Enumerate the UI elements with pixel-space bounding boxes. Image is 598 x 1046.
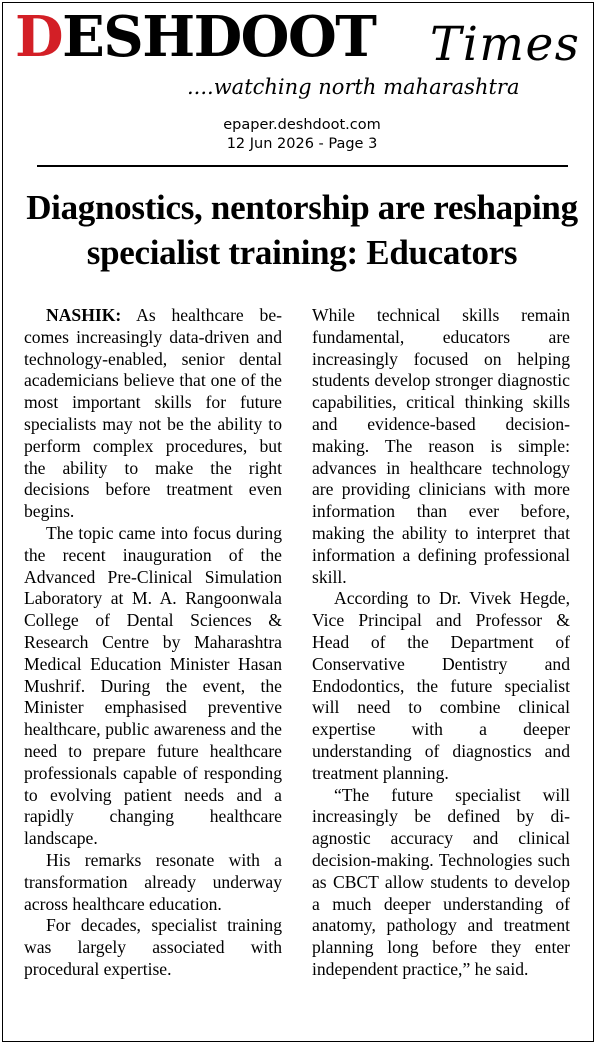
article-paragraph: While technical skills remain fundamental, educators are increasingly focused on helping students develop stronger diagnostic capabilities, critical thinking skills and evidence-based decision-making. The reason is simple: advances in healthcare technology are providing clinicians with more information than ever before, making the ability to interpret that information a defining professional skill. — [312, 305, 570, 587]
article-column-left — [24, 305, 282, 981]
epaper-site: epaper.deshdoot.com — [223, 117, 381, 133]
article-paragraph: His remarks resonate with a transformation already underway across healthcare education. — [24, 849, 282, 914]
source-info — [3, 116, 598, 154]
article-paragraph — [24, 305, 282, 523]
dateline: NASHIK: — [46, 305, 122, 325]
headline-line-2: specialist training: Educators — [86, 233, 518, 272]
logo-name: ESHDOOT — [62, 4, 376, 70]
headline-line-1: Diagnostics, nentorship are reshaping — [26, 188, 578, 227]
logo-initial: D — [15, 4, 63, 70]
date-page: 12 Jun 2026 - Page 3 — [226, 136, 378, 152]
newspaper-clipping — [2, 2, 594, 1042]
article-paragraph: “The future specialist will increasingly be defined by diagnostic accuracy and clinical decision-making. Technologies such as CBCT allow students to develop a much deeper understanding of anatomy, pathology and treatment planning long before they enter independent practice,” he said. — [312, 784, 570, 979]
paragraph-text: As healthcare becomes increasingly data-driven and technology-enabled, senior dental academicians believe that one of the most important skills for future specialists may not be the ability to perform complex procedures, but the ability to make the right decisions before treatment even begins. — [24, 305, 282, 522]
logo-suffix: Times — [430, 17, 581, 72]
headline — [3, 185, 598, 275]
tagline: ....watching north maharashtra — [187, 75, 520, 99]
masthead-logo — [15, 5, 375, 69]
article-paragraph: According to Dr. Vivek Hegde, Vice Principal and Professor & Head of the Department of Conservative Dentistry and Endodontics, the future specialist will need to combine clinical expertise with a deeper understanding of diagnostics and treatment planning. — [312, 588, 570, 783]
masthead — [15, 3, 595, 113]
article-paragraph: For decades, specialist training was largely associated with procedural expertise. — [24, 915, 282, 979]
article-column-right — [312, 305, 570, 981]
divider — [37, 165, 568, 167]
article-paragraph: The topic came into focus during the recent inauguration of the Advanced Pre-Clinical Simulation Laboratory at M. A. Rangoonwala College of Dental Sciences & Research Centre by Maharashtra Medical Education Minister Hasan Mushrif. During the event, the Minister emphasised preventive healthcare, public awareness and the need to prepare future healthcare professionals capable of responding to evolving patient needs and a rapidly changing healthcare landscape. — [24, 522, 282, 849]
